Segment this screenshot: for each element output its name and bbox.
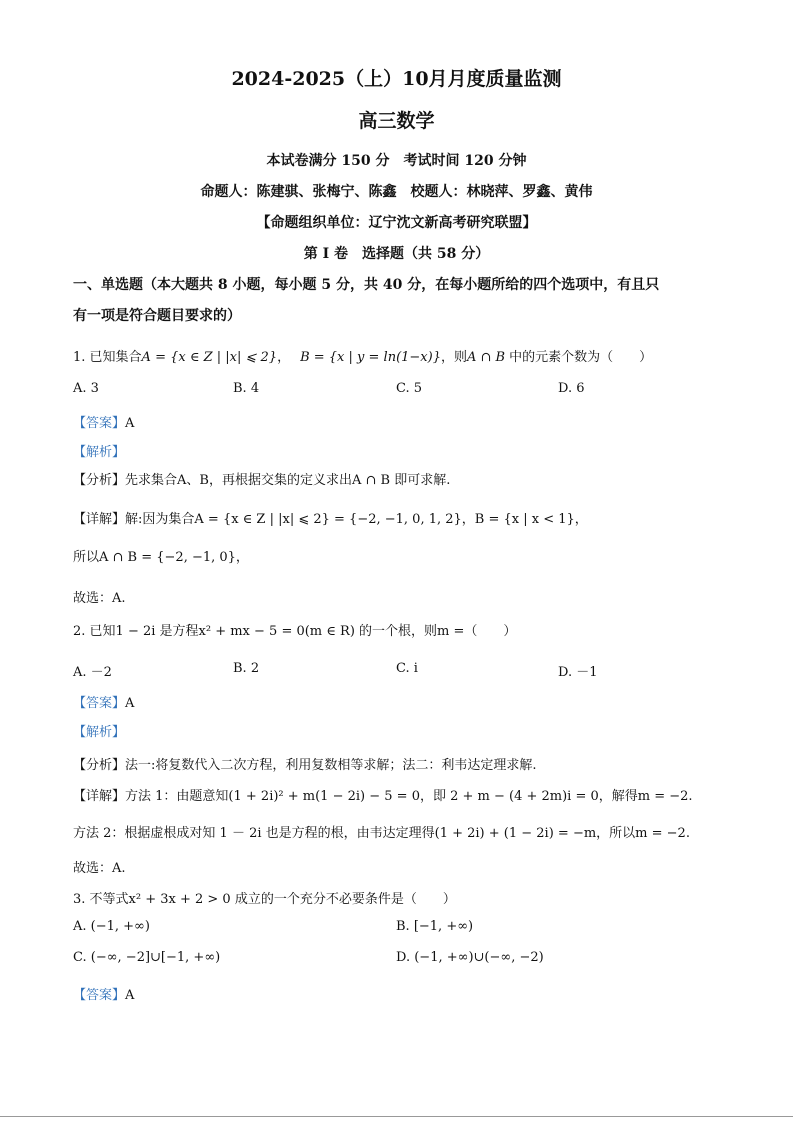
exam-authors: 命题人：陈建骐、张梅宁、陈鑫 校题人：林晓萍、罗鑫、黄伟 xyxy=(200,184,593,200)
q1-fenxi-tag: 【分析】 xyxy=(73,473,126,488)
q2-answer xyxy=(73,692,134,711)
q2-detail-tag: 【详解】 xyxy=(73,789,126,804)
q2-option-a: A. －2 xyxy=(73,665,112,680)
q2-fenxi-text: 法一:将复数代入二次方程，利用复数相等求解；法二：利韦达定理求解. xyxy=(125,758,537,773)
q2-detail xyxy=(73,785,693,804)
q1-option-a: A. 3 xyxy=(73,381,99,396)
question-1-stem xyxy=(73,346,652,365)
q1-choose: 故选：A. xyxy=(73,591,126,606)
q3-answer-tag: 【答案】 xyxy=(73,988,126,1003)
q2-fenxi xyxy=(73,754,537,773)
q1-fenxi-text: 先求集合A、B，再根据交集的定义求出A ∩ B 即可求解. xyxy=(125,473,451,488)
q1-detail-text: 解:因为集合A = {x ∈ Z | |x| ⩽ 2} = {−2, −1, 0, 1, 2}，B = {x | x < 1}， xyxy=(125,512,588,527)
q2-answer-value: A xyxy=(125,696,135,711)
q2-option-b: B. 2 xyxy=(233,661,260,676)
q1-detail-tag: 【详解】 xyxy=(73,512,126,527)
q1-detail-2: 所以A ∩ B = {−2, −1, 0}， xyxy=(73,550,249,565)
q1-answer-value: A xyxy=(125,416,135,431)
section-heading-line2: 有一项是符合题目要求的） xyxy=(73,308,241,324)
q1-option-b: B. 4 xyxy=(233,381,260,396)
q3-option-c: C. (−∞, −2]∪[−1, +∞) xyxy=(73,950,221,965)
question-2-stem: 2. 已知1 − 2i 是方程x² + mx − 5 = 0(m ∈ R) 的一个根，则m =（ ） xyxy=(73,624,517,639)
q2-option-c: C. i xyxy=(396,661,418,676)
subject-title: 高三数学 xyxy=(358,110,435,132)
q1-set-b: B = {x | y = ln(1−x)} xyxy=(300,350,441,365)
q3-answer-value: A xyxy=(125,988,135,1003)
q2-detail-text: 方法 1：由题意知(1 + 2i)² + m(1 − 2i) − 5 = 0，即 2 + m − (4 + 2m)i = 0，解得m = −2. xyxy=(125,789,693,804)
q2-option-d: D. －1 xyxy=(558,665,598,680)
q1-tail: 中的元素个数为（ ） xyxy=(509,350,653,365)
q1-detail xyxy=(73,508,588,527)
page-bottom-divider xyxy=(0,1116,793,1117)
section-heading-line1: 一、单选题（本大题共 8 小题，每小题 5 分，共 40 分，在每小题所给的四个选项中，有且只 xyxy=(73,277,660,293)
q3-option-a: A. (−1, +∞) xyxy=(73,919,150,934)
question-3-stem: 3. 不等式x² + 3x + 2 > 0 成立的一个充分不必要条件是（ ） xyxy=(73,892,456,907)
exam-title: 2024-2025（上）10月月度质量监测 xyxy=(231,68,562,90)
q1-analysis-tag: 【解析】 xyxy=(73,445,126,460)
q1-answer-tag: 【答案】 xyxy=(73,416,126,431)
q3-option-d: D. (−1, +∞)∪(−∞, −2) xyxy=(396,950,544,965)
q1-answer xyxy=(73,412,134,431)
q2-method-2: 方法 2：根据虚根成对知 1 － 2i 也是方程的根，由韦达定理得(1 + 2i) + (1 − 2i) = −m，所以m = −2. xyxy=(73,826,690,841)
q1-option-d: D. 6 xyxy=(558,381,585,396)
q2-choose: 故选：A. xyxy=(73,861,126,876)
q1-fenxi xyxy=(73,469,450,488)
q1-prefix: 1. 已知集合 xyxy=(73,350,142,365)
q2-fenxi-tag: 【分析】 xyxy=(73,758,126,773)
exam-organization: 【命题组织单位：辽宁沈文新高考研究联盟】 xyxy=(256,215,537,231)
q1-set-a: A = {x ∈ Z | |x| ⩽ 2} xyxy=(141,350,278,365)
q3-option-b: B. [−1, +∞) xyxy=(396,919,474,934)
q2-answer-tag: 【答案】 xyxy=(73,696,126,711)
q2-analysis-tag: 【解析】 xyxy=(73,725,126,740)
q3-answer xyxy=(73,984,134,1003)
q1-separator: ， xyxy=(277,350,291,365)
q1-intersection: A ∩ B xyxy=(467,350,506,365)
volume-heading: 第 I 卷 选择题（共 58 分） xyxy=(303,246,490,262)
exam-info: 本试卷满分 150 分 考试时间 120 分钟 xyxy=(266,153,527,169)
q1-option-c: C. 5 xyxy=(396,381,423,396)
q1-post: ，则 xyxy=(440,350,467,365)
